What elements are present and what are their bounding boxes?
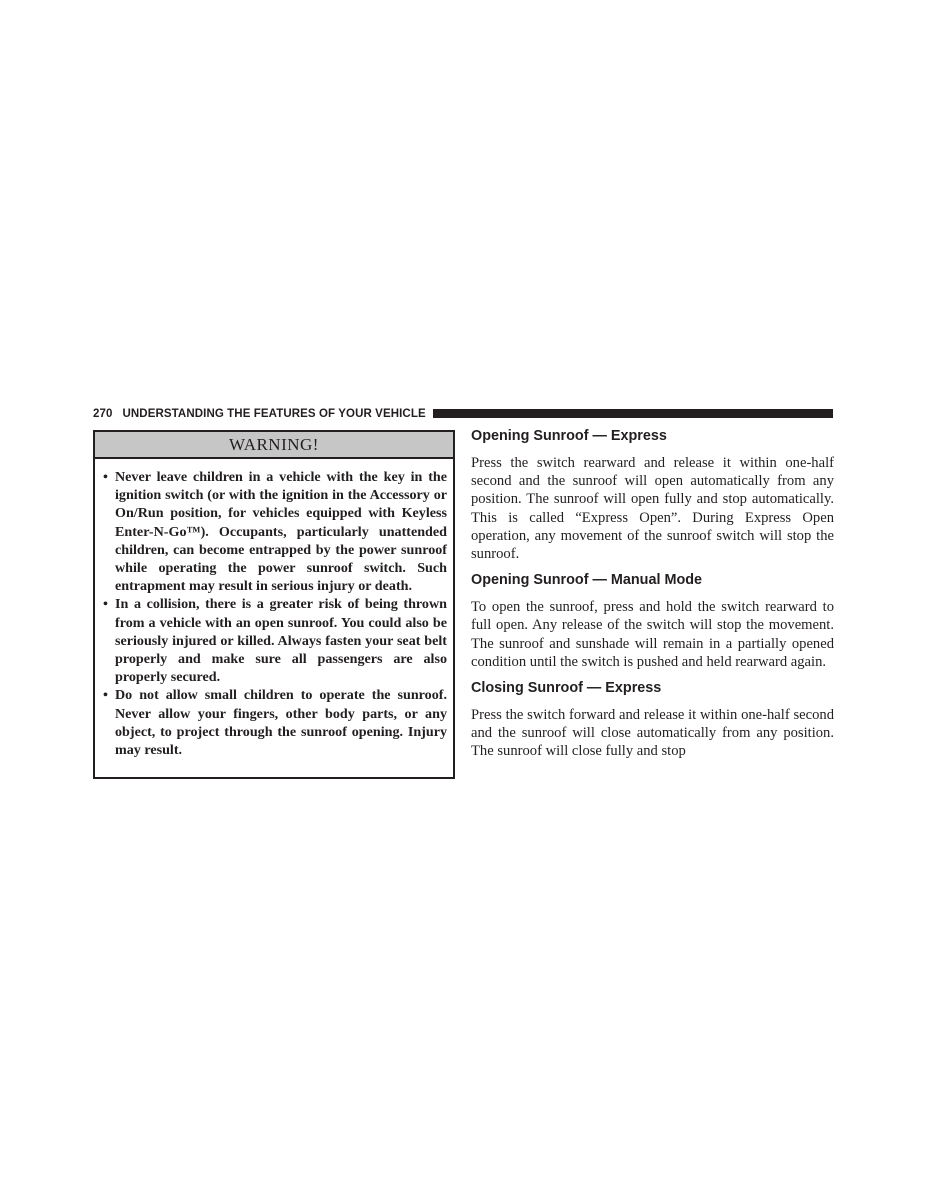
section-body-opening-manual: To open the sunroof, press and hold the switch rearward to full open. Any release of the switch will stop the movement. The sunroof and sunshade will remain in a partially opened condition until the switch is pushed and held rearward again.	[471, 599, 834, 670]
bullet-icon: •	[103, 687, 108, 704]
section-body-opening-express: Press the switch rearward and release it within one-half second and the sunroof will open automatically from any position. The sunroof will open fully and stop automatically. This is called “Express Open”. During Express Open operation, any movement of the sunroof switch will stop the sunroof.	[471, 455, 834, 563]
warning-title: WARNING!	[95, 432, 453, 459]
warning-list	[95, 459, 453, 759]
right-column	[471, 427, 834, 761]
warning-box	[93, 430, 455, 779]
section-heading-opening-express: Opening Sunroof — Express	[471, 428, 667, 444]
section-body-closing-express: Press the switch forward and release it within one-half second and the sunroof will close automatically from any position. The sunroof will close fully and stop	[471, 707, 834, 760]
running-head: UNDERSTANDING THE FEATURES OF YOUR VEHICLE	[122, 407, 426, 420]
section-heading-closing-express: Closing Sunroof — Express	[471, 680, 662, 697]
warning-item-text: Do not allow small children to operate the sunroof. Never allow your fingers, other body parts, or any object, to project through the sunroof opening. Injury may result.	[115, 687, 447, 759]
warning-item	[102, 595, 447, 686]
warning-item-text: In a collision, there is a greater risk of being thrown from a vehicle with an open sunroof. You could also be seriously injured or killed. Always fasten your seat belt properly and make sure all passengers are also properly secured.	[115, 596, 447, 686]
bullet-icon: •	[103, 596, 108, 613]
warning-item	[102, 468, 447, 595]
page-number: 270	[93, 407, 113, 420]
warning-item	[102, 686, 447, 759]
warning-item-text: Never leave children in a vehicle with the key in the ignition switch (or with the ignition in the Accessory or On/Run position, for vehicles equipped with Keyless Enter-N-Go™). Occupants, particularly unattended children, can become entrapped by the power sunroof while operating the power sunroof switch. Such entrapment may result in serious injury or death.	[115, 469, 447, 595]
section-heading-opening-manual: Opening Sunroof — Manual Mode	[471, 572, 703, 589]
bullet-icon: •	[103, 469, 108, 485]
header-rule	[433, 409, 833, 418]
page-header	[93, 406, 833, 421]
